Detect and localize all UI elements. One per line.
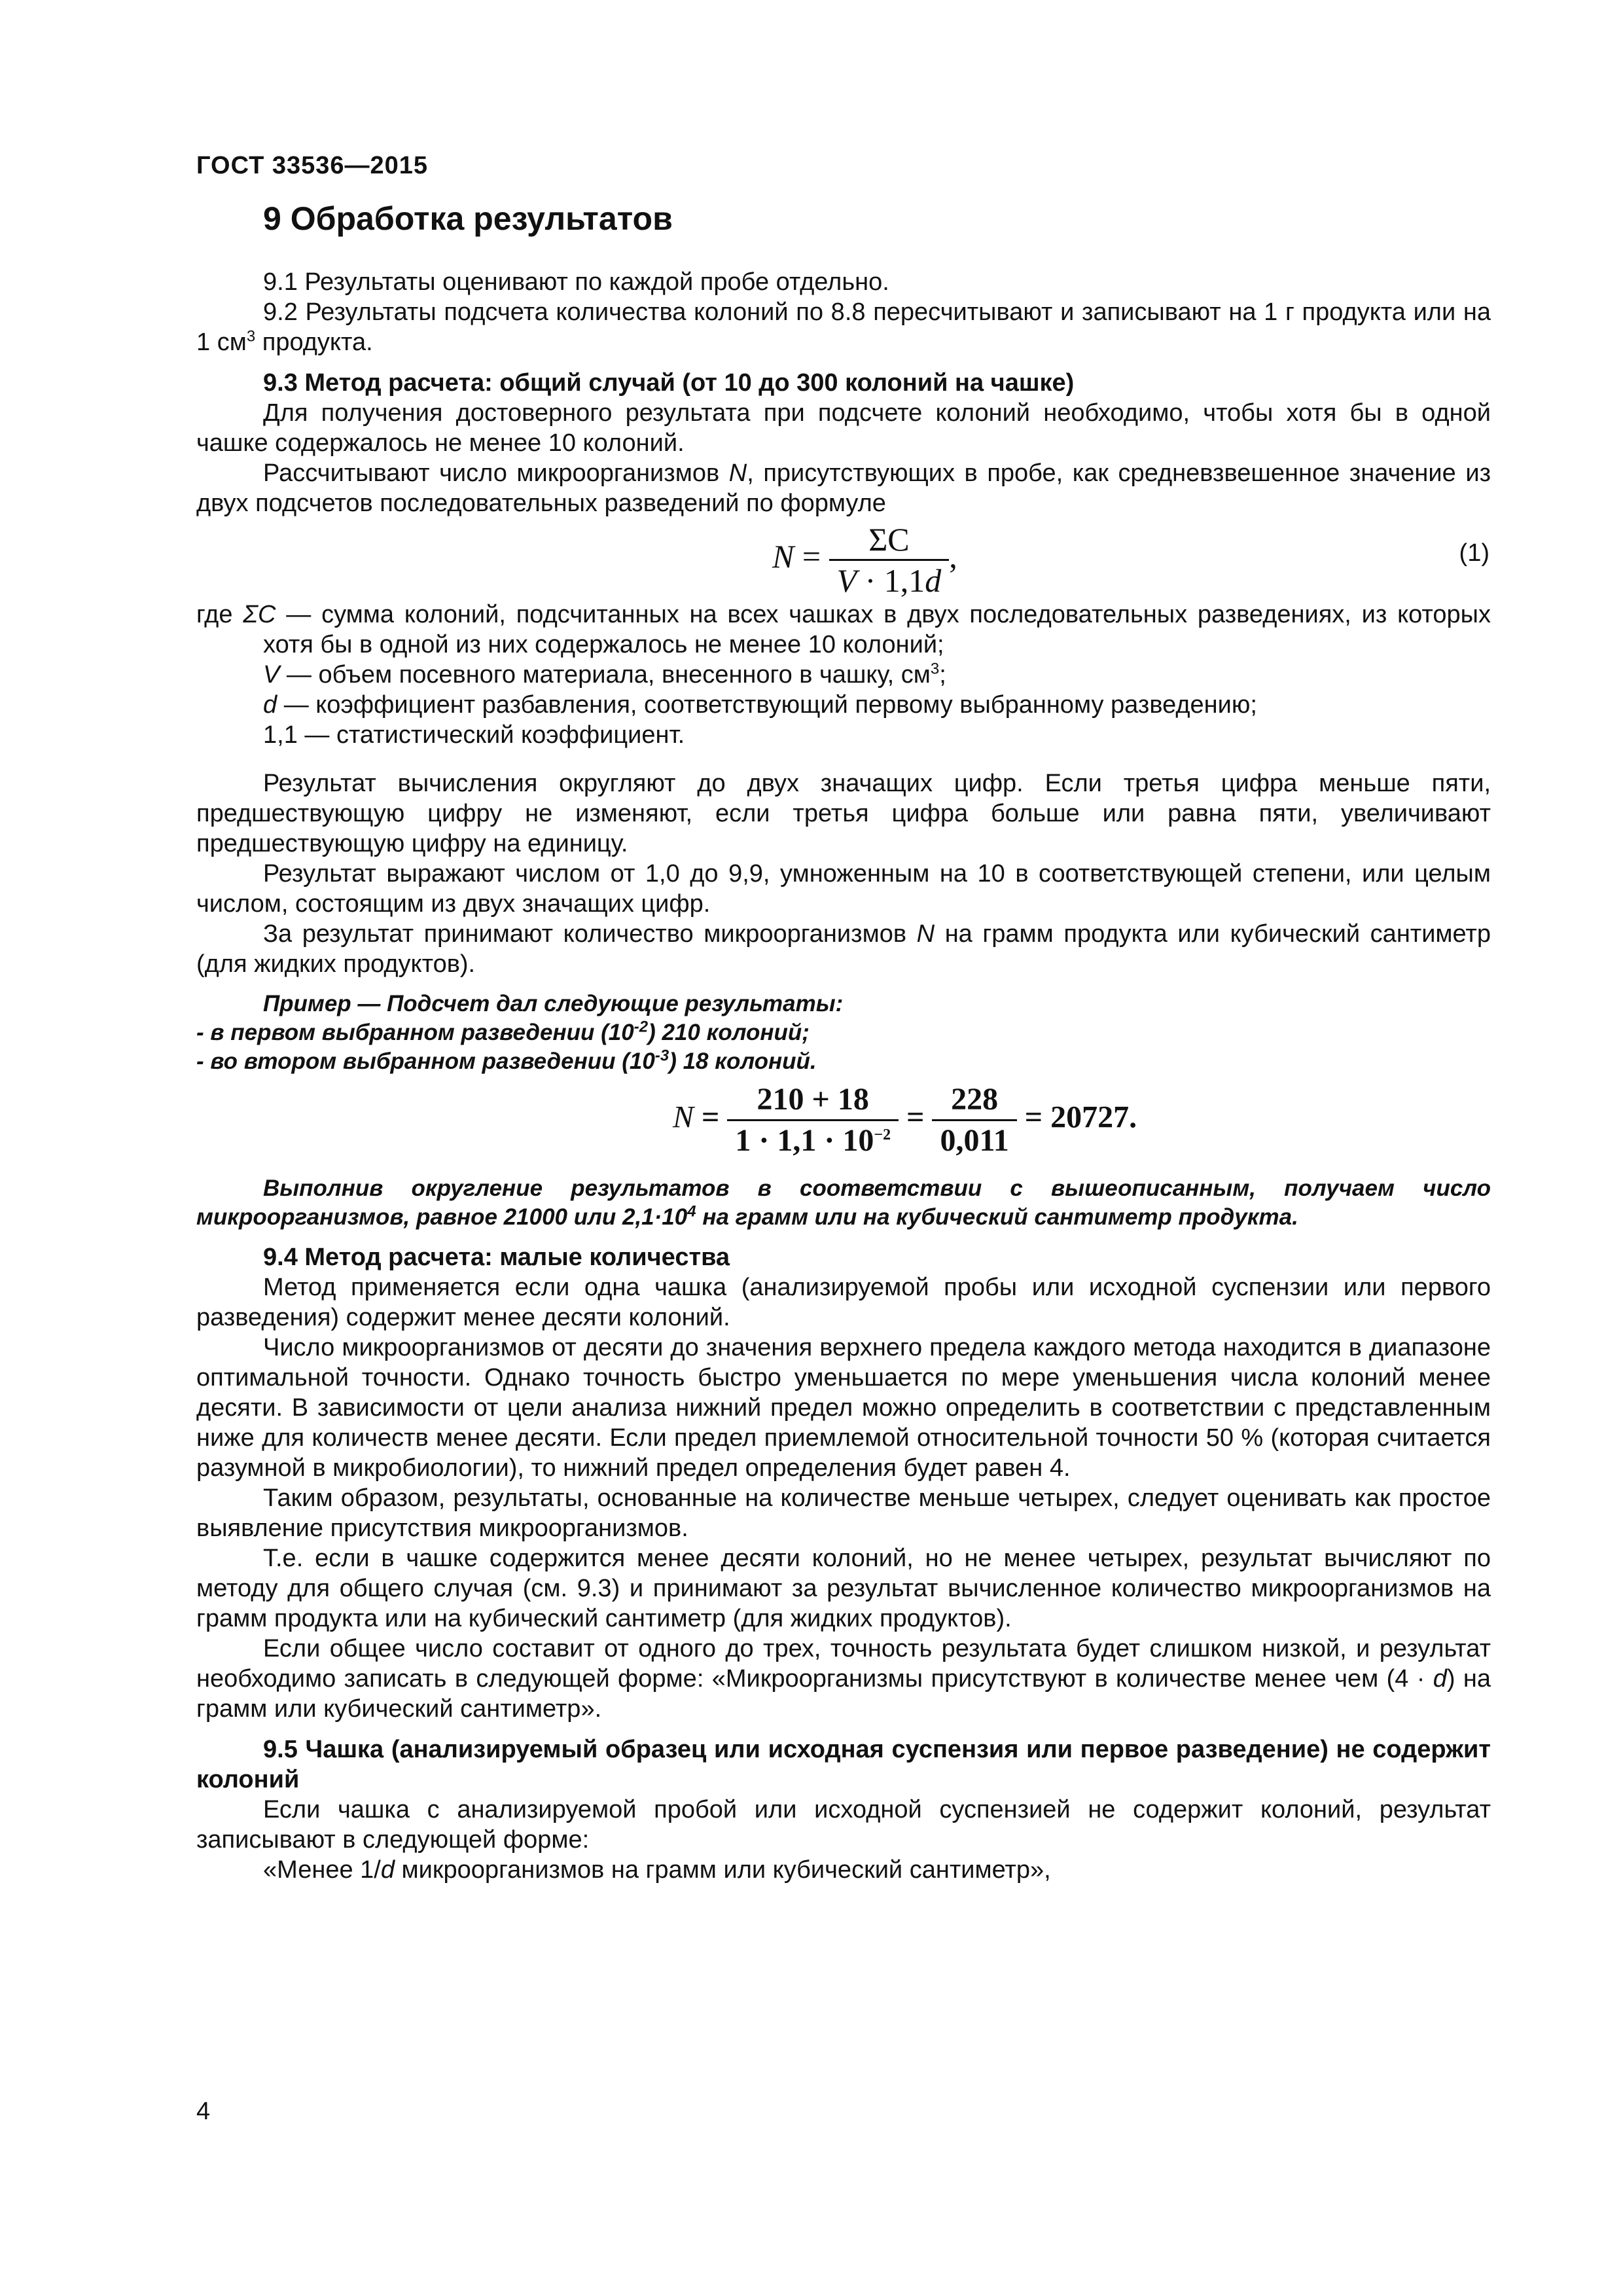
paragraph-9-4-1: Метод применяется если одна чашка (анализируемой пробы или исходной суспензии или первого разведения) содержит менее десяти колоний. <box>196 1274 1491 1331</box>
superscript: −2 <box>874 1126 891 1143</box>
heading-9-3: 9.3 Метод расчета: общий случай (от 10 до 300 колоний на чашке) <box>263 369 1075 397</box>
paragraph-9-3-3: Результат вычисления округляют до двух значащих цифр. Если третья цифра меньше пяти, предшествующую цифру не изменяют, если третья цифра больше или равна пяти, увеличивают предшествующую цифру на единицу. <box>196 770 1491 857</box>
example-fraction-1 <box>727 1080 899 1160</box>
formula-numerator: 210 + 18 <box>727 1080 899 1121</box>
example-line-3 <box>196 1047 1491 1076</box>
section-title: 9 Обработка результатов <box>263 200 673 237</box>
variable: d <box>263 691 277 719</box>
text: — сумма колоний, подсчитанных на всех чашках в двух последовательных разведениях, из которых хотя бы в одной из них содержалось не менее 10 колоний; <box>263 601 1491 658</box>
paragraph-9-3-4: Результат выражают числом от 1,0 до 9,9, умноженным на 10 в соответствующей степени, или целым числом, состоящим из двух значащих цифр. <box>196 860 1491 918</box>
document-body <box>196 267 1491 1885</box>
formula-denominator <box>727 1121 899 1160</box>
text: продукта. <box>255 329 373 356</box>
paragraph-9-4-5 <box>196 1634 1491 1724</box>
page-number: 4 <box>196 2098 211 2125</box>
variable: N <box>916 920 935 948</box>
example-fraction-2 <box>932 1080 1016 1160</box>
heading-9-4: 9.4 Метод расчета: малые количества <box>263 1244 730 1271</box>
example-line-1: Пример — Подсчет дал следующие результаты: <box>263 991 844 1016</box>
formula-denominator <box>829 561 950 600</box>
text: микроорганизмов на грамм или кубический сантиметр», <box>395 1856 1051 1884</box>
text: — объем посевного материала, внесенного в чашку, см <box>279 661 931 689</box>
text: 9.2 Результаты подсчета количества колоний по 8.8 пересчитывают и записывают на 1 г продукта или на 1 см <box>196 298 1491 356</box>
where-1-1: 1,1 — статистический коэффициент. <box>263 721 685 749</box>
paragraph-9-4-4: Т.е. если в чашке содержится менее десяти колоний, но не менее четырех, результат вычисляют по методу для общего случая (см. 9.3) и принимают за результат вычисленное количество микроорганизмов на грамм продукта или на кубический сантиметр (для жидких продуктов). <box>196 1545 1491 1632</box>
text: ΣC <box>868 521 910 558</box>
formula-equals: = <box>794 537 829 575</box>
standard-header: ГОСТ 33536—2015 <box>196 152 429 179</box>
superscript: 4 <box>687 1202 696 1221</box>
example-formula-expression <box>673 1080 1137 1160</box>
paragraph-9-3-2 <box>196 458 1491 518</box>
paragraph-9-3-1: Для получения достоверного результата при подсчете колоний необходимо, чтобы хотя бы в одной чашке содержалось не менее 10 колоний. <box>196 399 1491 457</box>
formula-equals: = <box>899 1100 933 1135</box>
text: ) на грамм или кубический сантиметр». <box>196 1665 1491 1723</box>
text: 1 · 1,1 · 10 <box>735 1123 874 1158</box>
text: За результат принимают количество микроорганизмов <box>263 920 917 948</box>
text: на грамм продукта или кубический сантиметр (для жидких продуктов). <box>196 920 1491 978</box>
text: где <box>196 601 243 628</box>
text: «Менее 1/ <box>263 1856 381 1884</box>
variable: V <box>263 661 280 689</box>
paragraph-9-3-5 <box>196 919 1491 979</box>
paragraph-9-2 <box>196 297 1491 357</box>
superscript: 3 <box>246 327 256 346</box>
formula-equals: = <box>694 1100 728 1135</box>
formula-result: = 20727. <box>1016 1100 1137 1135</box>
text: · 1,1 <box>857 562 925 599</box>
superscript: -3 <box>654 1047 669 1065</box>
heading-9-5: 9.5 Чашка (анализируемый образец или исходная суспензия или первое разведение) не содержит колоний <box>196 1736 1491 1793</box>
text: , присутствующих в пробе, как средневзвешенное значение из двух подсчетов последовательных разведений по формуле <box>196 459 1491 517</box>
paragraph-9-4-2: Число микроорганизмов от десяти до значения верхнего предела каждого метода находится в диапазоне оптимальной точности. Однако точность быстро уменьшается по мере уменьшения числа колоний менее десяти. В зависимости от цели анализа нижний предел можно определить в соответствии с представленным ниже для количеств менее десяти. Если предел приемлемой относительной точности 50 % (которая считается разумной в микробиологии), то нижний предел определения будет равен 4. <box>196 1334 1491 1482</box>
paragraph-9-1: 9.1 Результаты оценивают по каждой пробе отдельно. <box>263 268 889 296</box>
text: ) 18 колоний. <box>669 1049 817 1074</box>
variable: d <box>925 562 942 599</box>
example-conclusion <box>196 1174 1491 1232</box>
text: на грамм или на кубический сантиметр продукта. <box>696 1204 1298 1230</box>
where-d <box>196 690 1491 720</box>
example-line-2 <box>196 1018 1491 1047</box>
where-sum-c <box>196 600 1491 660</box>
variable: d <box>380 1856 395 1884</box>
superscript: 3 <box>930 660 940 678</box>
example-formula <box>196 1076 1491 1174</box>
superscript: -2 <box>633 1018 649 1036</box>
text: Рассчитывают число микроорганизмов <box>263 459 729 487</box>
text: Если общее число составит от одного до трех, точность результата будет слишком низкой, и результат необходимо записать в следующей форме: «Микроорганизмы присутствуют в количестве менее чем (4 · <box>196 1635 1491 1693</box>
formula-expression <box>772 520 957 600</box>
formula-denominator: 0,011 <box>940 1123 1009 1158</box>
paragraph-9-5-2 <box>196 1855 1491 1885</box>
formula-lhs: N <box>772 537 794 575</box>
variable: V <box>836 562 857 599</box>
formula-numerator <box>829 520 950 561</box>
text: — коэффициент разбавления, соответствующий первому выбранному разведению; <box>277 691 1257 719</box>
formula-1 <box>196 518 1491 600</box>
formula-tail: , <box>949 537 957 575</box>
text: ) 210 колоний; <box>648 1020 810 1045</box>
formula-fraction <box>829 520 950 600</box>
where-v <box>196 660 1491 690</box>
variable: N <box>728 459 747 487</box>
text: - в первом выбранном разведении (10 <box>196 1020 634 1045</box>
paragraph-9-5-1: Если чашка с анализируемой пробой или исходной суспензией не содержит колоний, результат записывают в следующей форме: <box>196 1796 1491 1854</box>
variable: ΣC <box>243 601 276 628</box>
formula-number: (1) <box>1459 539 1489 567</box>
text: - во втором выбранном разведении (10 <box>196 1049 655 1074</box>
text: Выполнив округление результатов в соответствии с вышеописанным, получаем число микроорганизмов, равное 21000 или 2,1·10 <box>196 1175 1491 1230</box>
paragraph-9-4-3: Таким образом, результаты, основанные на количестве меньше четырех, следует оценивать как простое выявление присутствия микроорганизмов. <box>196 1484 1491 1542</box>
variable: d <box>1433 1665 1447 1693</box>
formula-numerator: 228 <box>932 1080 1016 1121</box>
text: ; <box>939 661 946 689</box>
formula-lhs: N <box>673 1100 694 1135</box>
